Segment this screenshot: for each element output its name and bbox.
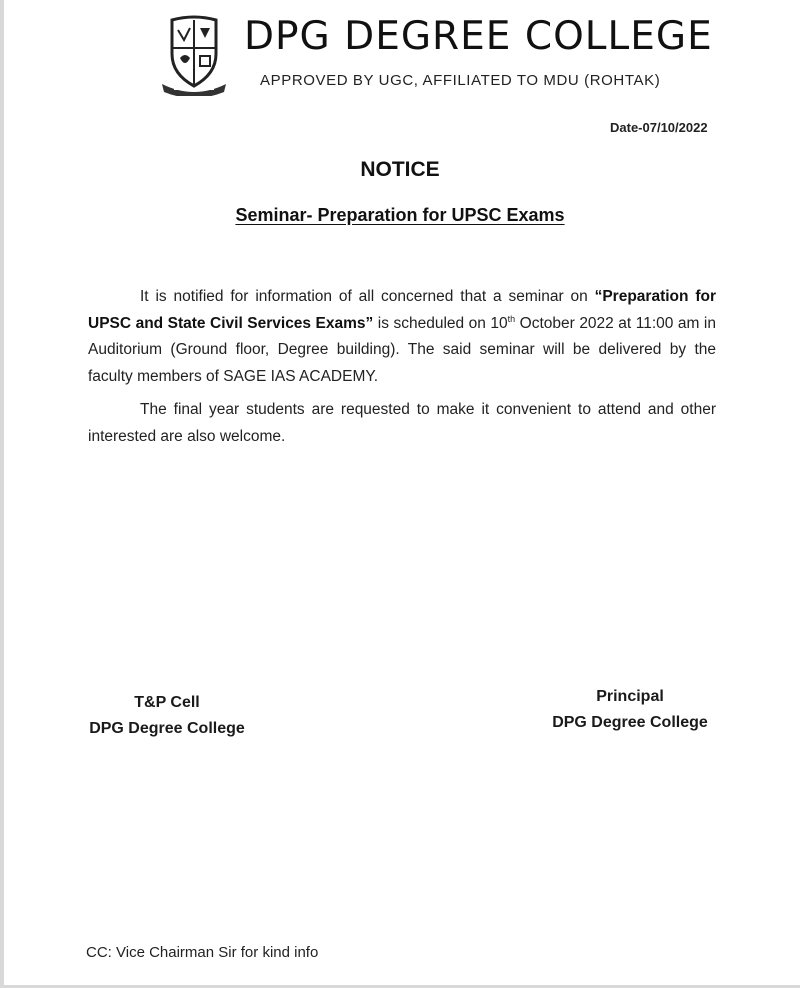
- notice-paragraph-1: [88, 284, 716, 390]
- signature-left-org: DPG Degree College: [89, 720, 245, 737]
- para1-ordinal: th: [507, 313, 516, 324]
- notice-subject-text: Seminar- Preparation for UPSC Exams: [235, 205, 565, 225]
- college-name: DPG DEGREE COLLEGE: [244, 14, 713, 59]
- signature-tp-cell: [86, 690, 248, 742]
- cc-line: CC: Vice Chairman Sir for kind info: [86, 944, 319, 961]
- college-crest-logo: [160, 14, 228, 96]
- signature-right-org: DPG Degree College: [552, 714, 708, 731]
- para1-rest: October 2022 at 11:00 am in Auditorium (Ground floor, Degree building). The said seminar will be delivered by the faculty members of SAGE IAS ACADEMY.: [88, 314, 716, 385]
- signature-right-title: Principal: [596, 688, 664, 705]
- notice-subject: [0, 205, 800, 226]
- notice-title: NOTICE: [360, 158, 440, 181]
- signature-left-title: T&P Cell: [134, 694, 200, 711]
- college-affiliation: APPROVED BY UGC, AFFILIATED TO MDU (ROHTAK): [260, 72, 661, 89]
- notice-paragraph-2: The final year students are requested to make it convenient to attend and other interested are also welcome.: [88, 401, 716, 445]
- notice-body: [88, 284, 716, 450]
- seminar-topic: “Preparation for UPSC and State Civil Services Exams”: [88, 288, 717, 332]
- para1-lead: It is notified for information of all concerned that a seminar on: [140, 288, 595, 305]
- signature-principal: [548, 684, 712, 736]
- notice-date: Date-07/10/2022: [610, 120, 708, 135]
- para1-mid: is scheduled on 10: [373, 314, 508, 332]
